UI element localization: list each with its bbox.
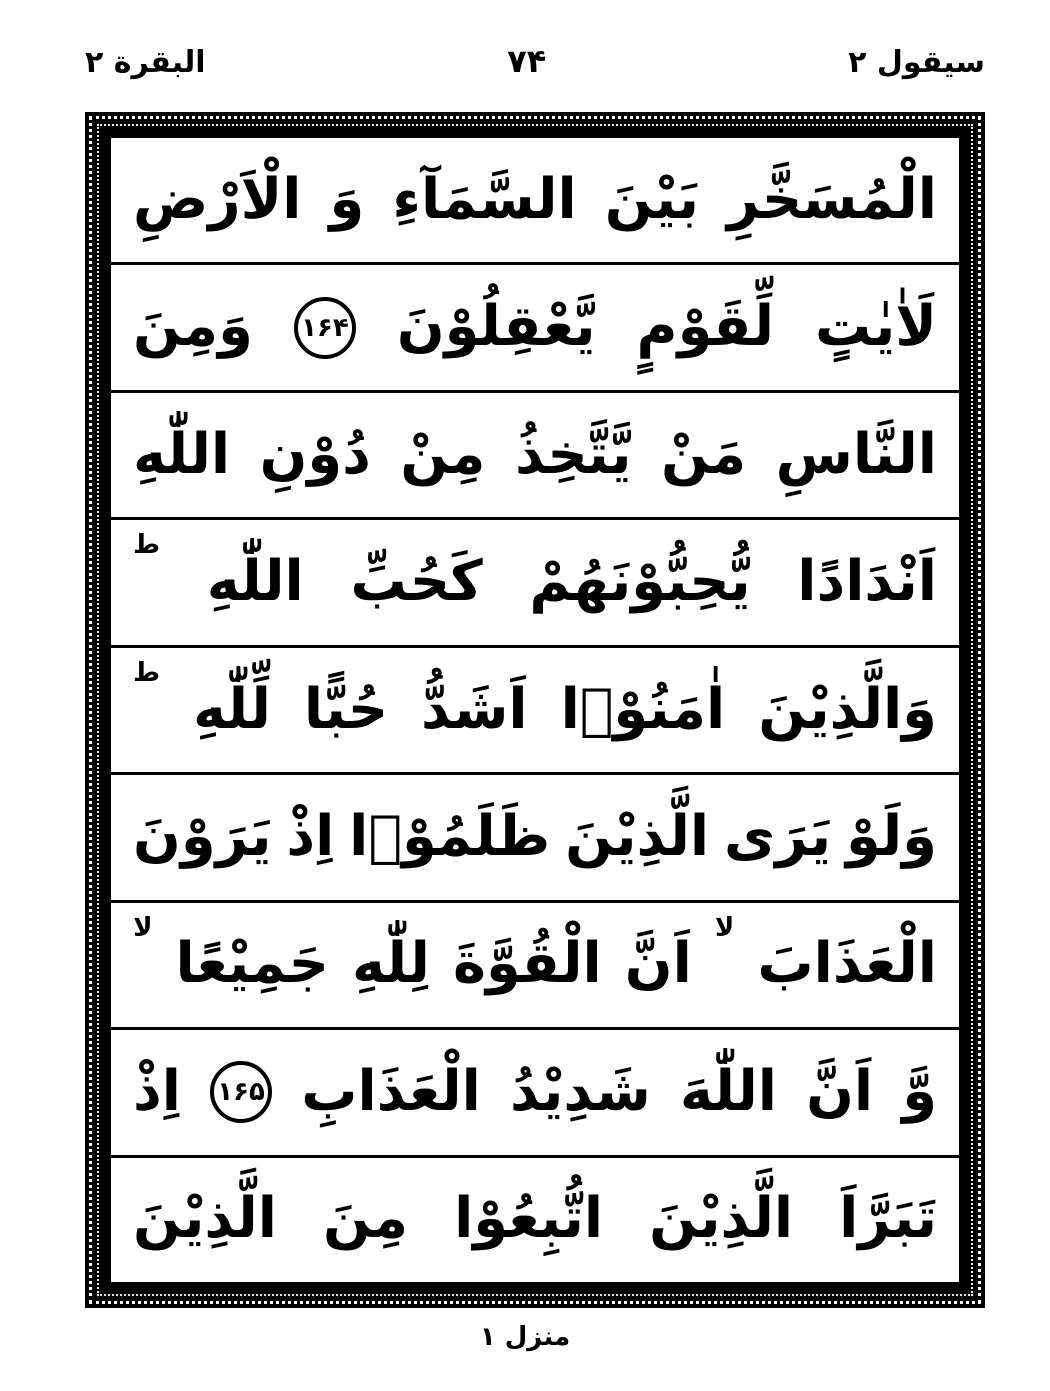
quran-word: يَّعْقِلُوْنَ (396, 294, 596, 360)
quran-word: الَّذِيْنَ (133, 1186, 277, 1252)
quran-word: اللّٰهِ (133, 421, 231, 487)
quran-word: اَشَدُّ (421, 676, 528, 742)
quran-word: يَرَوْنَ (133, 804, 272, 869)
juz-label: سيقول ٢ (848, 45, 985, 80)
quran-word: مَنْ (661, 421, 747, 487)
quran-word: مِنَ (323, 1186, 409, 1252)
page-header (85, 42, 985, 80)
quran-word: اَنَّ (624, 931, 692, 997)
quran-word: شَدِيْدُ (509, 1058, 651, 1124)
quran-line-9 (111, 1158, 959, 1282)
quran-line-4 (111, 520, 959, 647)
manzil-label: منزل ۱ (479, 1322, 571, 1352)
surah-label: البقرة ٢ (85, 45, 206, 80)
quran-line-3 (111, 393, 959, 520)
quran-word: حُبًّا (303, 676, 389, 742)
verse-end-marker: ۱۶۴ (294, 297, 356, 359)
quran-word: الْعَذَابِ (301, 1058, 481, 1124)
waqf-stop-mark: لا (714, 912, 735, 943)
quran-word: لِّلّٰهِ (193, 676, 271, 742)
quran-line-2 (111, 265, 959, 392)
quran-word: اللّٰهِ (206, 549, 304, 615)
quran-word: ظَلَمُوْۤا (349, 804, 551, 869)
page-footer (0, 1322, 1050, 1352)
quran-word: كَحُبِّ (350, 549, 483, 615)
quran-word: لِلّٰهِ (352, 931, 430, 997)
quran-word: الَّذِيْنَ (649, 1186, 794, 1252)
quran-word: اِذْ (133, 1058, 181, 1124)
quran-word: الْمُسَخَّرِ (727, 166, 937, 232)
quran-word: جَمِيْعًا (175, 931, 329, 997)
quran-lines (111, 138, 959, 1282)
quran-word: وَالَّذِيْنَ (758, 676, 937, 742)
quran-word: دُوْنِ (259, 421, 371, 487)
quran-word: مِنْ (400, 421, 486, 487)
quran-line-6 (111, 775, 959, 902)
quran-word: يُّحِبُّوْنَهُمْ (529, 549, 751, 615)
quran-word: لِّقَوْمٍ (636, 294, 775, 360)
quran-word: وَمِنَ (133, 294, 253, 360)
quran-word: وَ (329, 166, 365, 232)
quran-word: اِذْ (286, 804, 335, 869)
page-number: ۷۴ (507, 42, 547, 80)
quran-word: اَنْدَادًا (797, 549, 937, 615)
quran-line-1 (111, 138, 959, 265)
quran-line-7 (111, 903, 959, 1030)
quran-word: يَرَى (723, 804, 832, 869)
quran-word: النَّاسِ (775, 421, 937, 487)
waqf-stop-mark: لا (133, 912, 153, 943)
quran-word: يَّتَّخِذُ (514, 421, 632, 487)
quran-word: اللّٰهَ (679, 1058, 777, 1124)
quran-word: وَلَوْ (846, 804, 937, 869)
quran-word: اٰمَنُوْۤا (560, 676, 726, 742)
quran-word: اَنَّ (806, 1058, 874, 1124)
waqf-stop-mark: ط (133, 657, 161, 688)
verse-end-marker: ۱۶۵ (210, 1061, 272, 1123)
quran-word: الْاَرْضِ (133, 166, 302, 232)
quran-word: الْعَذَابَ (757, 931, 937, 997)
quran-word: اتُّبِعُوْا (454, 1186, 604, 1252)
quran-line-5 (111, 648, 959, 775)
quran-word: السَّمَآءِ (392, 166, 577, 232)
quran-word: بَيْنَ (604, 166, 700, 232)
quran-word: لَاٰيٰتٍ (814, 294, 937, 360)
quran-line-8 (111, 1030, 959, 1157)
quran-word: الْقُوَّةَ (452, 931, 602, 997)
ornamental-frame (85, 112, 985, 1308)
quran-word: وَّ (902, 1058, 937, 1124)
waqf-stop-mark: ط (133, 530, 161, 561)
quran-word: الَّذِيْنَ (565, 804, 710, 869)
quran-word: تَبَرَّاَ (839, 1186, 937, 1252)
